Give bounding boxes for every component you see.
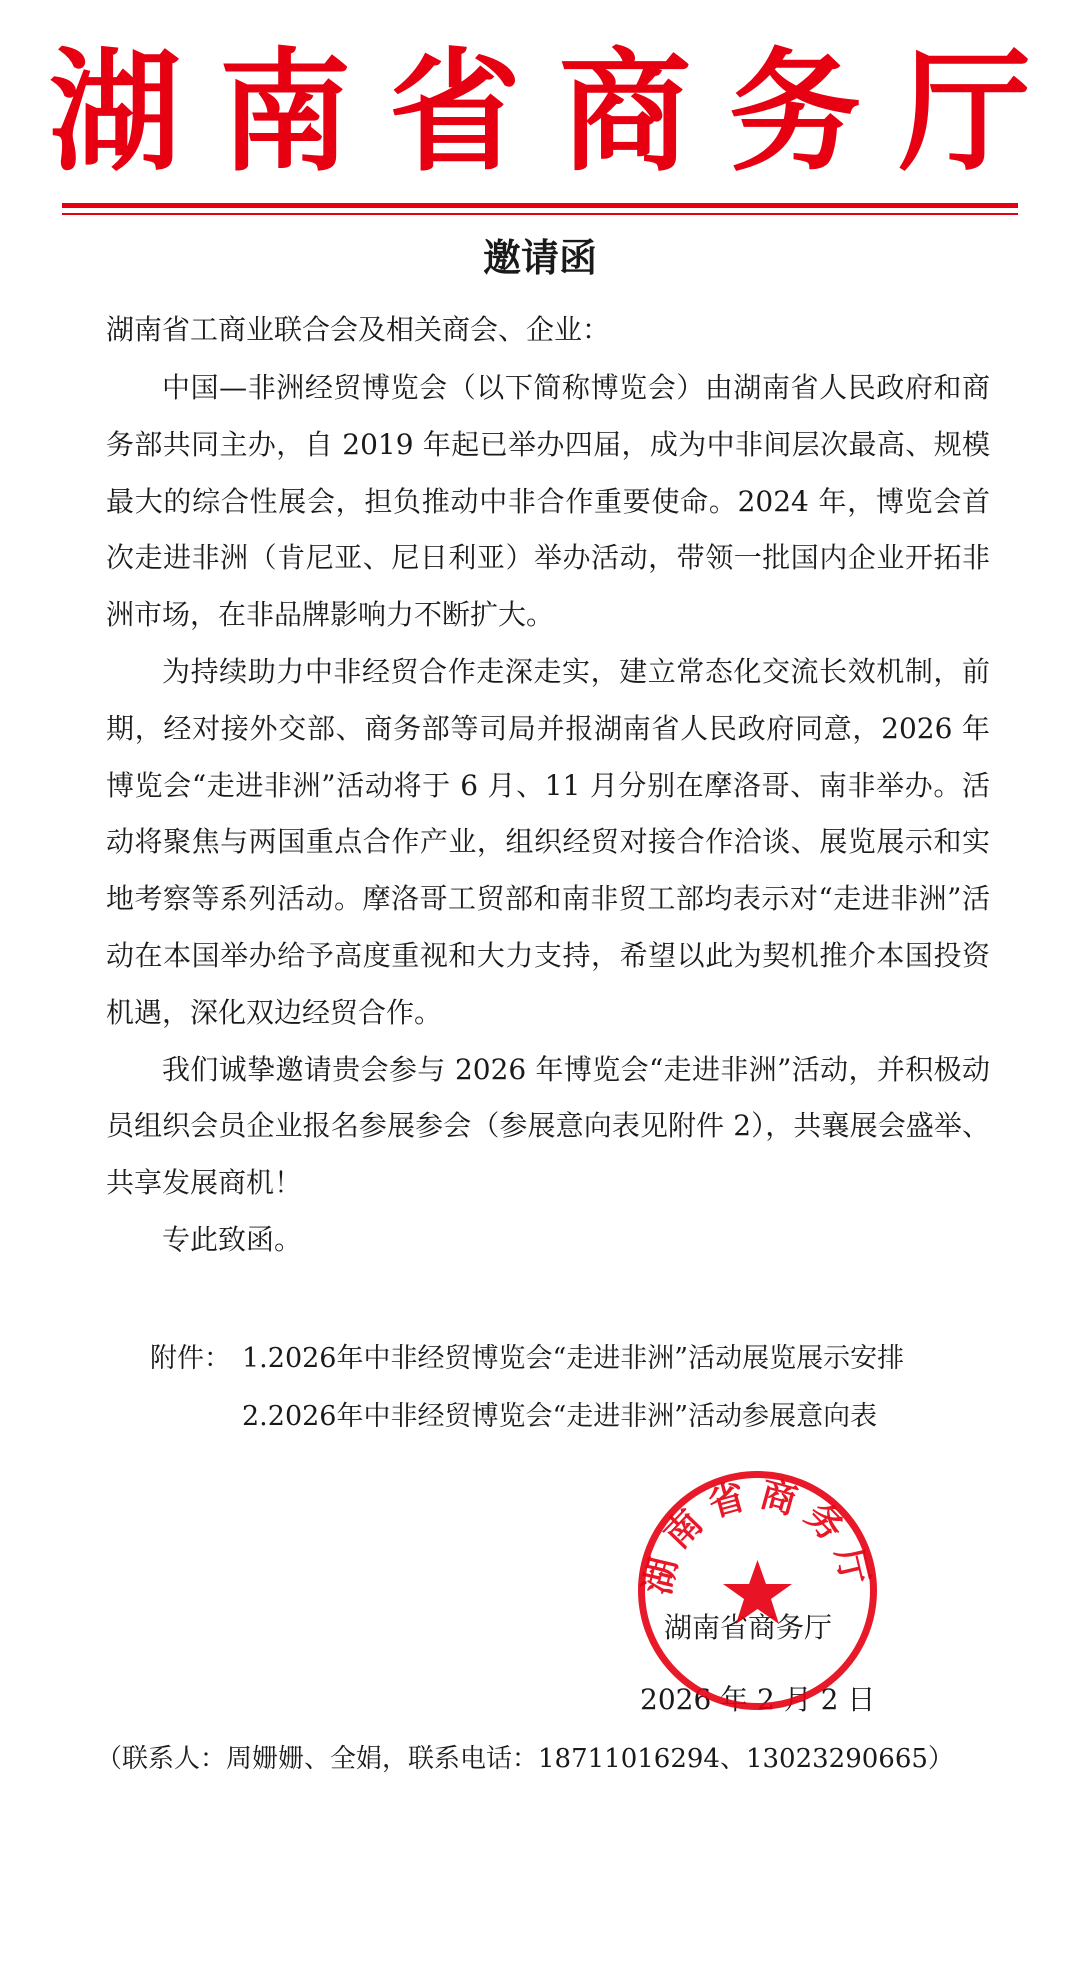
signature-org: 湖南省商务厅 bbox=[664, 1611, 833, 1644]
letterhead-org-name: 湖南省商务厅 bbox=[49, 36, 1069, 190]
body-paragraph: 中国—非洲经贸博览会（以下简称博览会）由湖南省人民政府和商务部共同主办，自 2019 年起已举办四届，成为中非间层次最高、规模最大的综合性展会，担负推动中非合作重要使命。2024 年，博览会首次走进非洲（肯尼亚、尼日利亚）举办活动，带领一批国内企业开拓非洲市场，在非品牌影响力不断扩大。 bbox=[106, 371, 990, 632]
contact-info: （联系人：周姗姗、全娟，联系电话：18711016294、13023290665） bbox=[96, 1744, 954, 1774]
letterhead-rule-thick bbox=[62, 203, 1018, 208]
body-paragraph: 我们诚挚邀请贵会参与 2026 年博览会“走进非洲”活动，并积极动员组织会员企业报名参展参会（参展意向表见附件 2），共襄展会盛举、共享发展商机！ bbox=[106, 1052, 990, 1200]
letterhead-rule-thin bbox=[62, 213, 1018, 215]
seal-text: 湖南省商务厅 bbox=[637, 1473, 878, 1599]
document-title: 邀请函 bbox=[482, 235, 597, 280]
red-star-icon bbox=[723, 1560, 792, 1624]
body-paragraph: 为持续助力中非经贸合作走深走实，建立常态化交流长效机制，前期，经对接外交部、商务部等司局并报湖南省人民政府同意，2026 年博览会“走进非洲”活动将于 6 月、11 月分别在摩洛哥、南非举办。活动将聚焦与两国重点合作产业，组织经贸对接合作洽谈、展览展示和实地考察等系列活动。摩洛哥工贸部和南非贸工部均表示对“走进非洲”活动在本国举办给予高度重视和大力支持，希望以此为契机推介本国投资机遇，深化双边经贸合作。 bbox=[106, 654, 990, 1029]
attachments-label: 附件： bbox=[150, 1343, 231, 1374]
attachment-item: 2.2026年中非经贸博览会“走进非洲”活动参展意向表 bbox=[242, 1401, 878, 1432]
attachment-item: 1.2026年中非经贸博览会“走进非洲”活动展览展示安排 bbox=[242, 1343, 905, 1374]
addressee: 湖南省工商业联合会及相关商会、企业： bbox=[106, 313, 611, 346]
official-seal bbox=[635, 1468, 880, 1713]
closing-line: 专此致函。 bbox=[162, 1222, 303, 1256]
attachments-block bbox=[150, 1330, 1030, 1446]
signature-date: 2026 年 2 月 2 日 bbox=[640, 1683, 876, 1716]
letter-body bbox=[106, 360, 990, 1269]
